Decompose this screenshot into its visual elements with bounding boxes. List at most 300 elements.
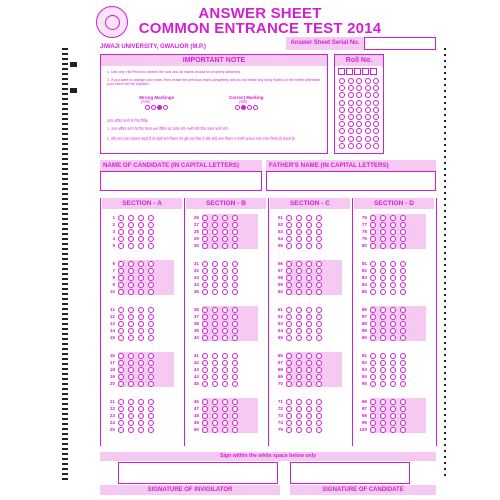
answer-bubble[interactable] — [148, 215, 154, 221]
roll-number-bubbles[interactable] — [339, 78, 380, 149]
answer-bubble[interactable] — [296, 374, 302, 380]
answer-bubble[interactable] — [400, 399, 406, 405]
answer-bubble[interactable] — [138, 406, 144, 412]
answer-bubble[interactable] — [400, 328, 406, 334]
answer-bubble[interactable] — [390, 381, 396, 387]
answer-bubble[interactable] — [316, 381, 322, 387]
answer-bubble[interactable] — [380, 275, 386, 281]
roll-digit-bubble[interactable] — [373, 92, 379, 98]
answer-bubble[interactable] — [118, 261, 124, 267]
answer-bubble[interactable] — [306, 374, 312, 380]
answer-bubble[interactable] — [148, 374, 154, 380]
answer-bubble[interactable] — [222, 399, 228, 405]
answer-bubble[interactable] — [202, 307, 208, 313]
roll-digit-bubble[interactable] — [373, 143, 379, 149]
answer-bubble[interactable] — [390, 353, 396, 359]
answer-bubble[interactable] — [400, 236, 406, 242]
answer-bubble[interactable] — [138, 374, 144, 380]
answer-bubble[interactable] — [390, 275, 396, 281]
roll-digit-bubble[interactable] — [373, 128, 379, 134]
answer-bubble[interactable] — [296, 321, 302, 327]
answer-bubble[interactable] — [390, 222, 396, 228]
answer-bubble[interactable] — [138, 335, 144, 341]
answer-bubble[interactable] — [390, 229, 396, 235]
answer-bubble[interactable] — [232, 399, 238, 405]
answer-bubble[interactable] — [390, 406, 396, 412]
answer-bubble[interactable] — [118, 413, 124, 419]
answer-bubble[interactable] — [232, 243, 238, 249]
roll-digit-bubble[interactable] — [356, 143, 362, 149]
answer-bubble[interactable] — [222, 268, 228, 274]
roll-digit-bubble[interactable] — [339, 85, 345, 91]
answer-bubble[interactable] — [306, 307, 312, 313]
answer-bubble[interactable] — [138, 321, 144, 327]
answer-bubble[interactable] — [138, 420, 144, 426]
answer-bubble[interactable] — [138, 261, 144, 267]
answer-bubble[interactable] — [370, 222, 376, 228]
roll-digit-bubble[interactable] — [348, 100, 354, 106]
roll-digit-bubble[interactable] — [373, 78, 379, 84]
answer-bubble[interactable] — [390, 243, 396, 249]
answer-bubble[interactable] — [380, 314, 386, 320]
answer-bubble[interactable] — [306, 268, 312, 274]
answer-bubble[interactable] — [390, 268, 396, 274]
answer-bubble[interactable] — [390, 427, 396, 433]
answer-bubble[interactable] — [286, 321, 292, 327]
answer-bubble[interactable] — [370, 268, 376, 274]
roll-digit-bubble[interactable] — [348, 136, 354, 142]
answer-bubble[interactable] — [370, 261, 376, 267]
answer-bubble[interactable] — [370, 321, 376, 327]
answer-bubble[interactable] — [212, 381, 218, 387]
answer-bubble[interactable] — [390, 261, 396, 267]
answer-bubble[interactable] — [212, 374, 218, 380]
answer-bubble[interactable] — [222, 282, 228, 288]
answer-bubble[interactable] — [148, 275, 154, 281]
answer-bubble[interactable] — [232, 420, 238, 426]
answer-bubble[interactable] — [306, 275, 312, 281]
answer-bubble[interactable] — [232, 275, 238, 281]
answer-bubble[interactable] — [316, 282, 322, 288]
answer-bubble[interactable] — [202, 314, 208, 320]
answer-bubble[interactable] — [296, 282, 302, 288]
answer-bubble[interactable] — [370, 275, 376, 281]
answer-bubble[interactable] — [316, 406, 322, 412]
candidate-name-field[interactable] — [100, 171, 262, 191]
answer-bubble[interactable] — [390, 314, 396, 320]
roll-digit-bubble[interactable] — [356, 128, 362, 134]
answer-bubble[interactable] — [316, 275, 322, 281]
answer-bubble[interactable] — [138, 353, 144, 359]
answer-bubble[interactable] — [286, 381, 292, 387]
answer-bubble[interactable] — [296, 353, 302, 359]
roll-digit-bubble[interactable] — [365, 114, 371, 120]
answer-bubble[interactable] — [118, 275, 124, 281]
answer-bubble[interactable] — [148, 353, 154, 359]
answer-bubble[interactable] — [390, 236, 396, 242]
roll-digit-bubble[interactable] — [373, 136, 379, 142]
answer-bubble[interactable] — [118, 289, 124, 295]
answer-bubble[interactable] — [128, 328, 134, 334]
answer-bubble[interactable] — [286, 275, 292, 281]
answer-bubble[interactable] — [212, 321, 218, 327]
answer-bubble[interactable] — [232, 353, 238, 359]
answer-bubble[interactable] — [232, 282, 238, 288]
roll-digit-bubble[interactable] — [339, 121, 345, 127]
answer-bubble[interactable] — [390, 321, 396, 327]
answer-bubble[interactable] — [212, 275, 218, 281]
answer-bubble[interactable] — [400, 335, 406, 341]
answer-bubble[interactable] — [222, 420, 228, 426]
answer-bubble[interactable] — [128, 314, 134, 320]
answer-bubble[interactable] — [400, 307, 406, 313]
answer-bubble[interactable] — [202, 381, 208, 387]
answer-bubble[interactable] — [400, 261, 406, 267]
answer-bubble[interactable] — [370, 353, 376, 359]
answer-bubble[interactable] — [128, 307, 134, 313]
answer-bubble[interactable] — [212, 282, 218, 288]
answer-bubble[interactable] — [286, 413, 292, 419]
answer-bubble[interactable] — [370, 420, 376, 426]
answer-bubble[interactable] — [128, 335, 134, 341]
roll-digit-bubble[interactable] — [339, 92, 345, 98]
answer-bubble[interactable] — [148, 399, 154, 405]
answer-bubble[interactable] — [370, 335, 376, 341]
answer-bubble[interactable] — [118, 367, 124, 373]
answer-bubble[interactable] — [148, 307, 154, 313]
answer-bubble[interactable] — [202, 282, 208, 288]
roll-digit-bubble[interactable] — [348, 114, 354, 120]
answer-bubble[interactable] — [128, 268, 134, 274]
answer-bubble[interactable] — [380, 413, 386, 419]
answer-bubble[interactable] — [296, 420, 302, 426]
answer-bubble[interactable] — [380, 420, 386, 426]
answer-bubble[interactable] — [286, 282, 292, 288]
answer-bubble[interactable] — [148, 222, 154, 228]
answer-bubble[interactable] — [128, 360, 134, 366]
answer-bubble[interactable] — [380, 289, 386, 295]
answer-bubble[interactable] — [370, 427, 376, 433]
answer-bubble[interactable] — [390, 399, 396, 405]
answer-bubble[interactable] — [138, 360, 144, 366]
roll-digit-bubble[interactable] — [356, 136, 362, 142]
answer-bubble[interactable] — [138, 236, 144, 242]
answer-bubble[interactable] — [212, 307, 218, 313]
answer-bubble[interactable] — [138, 413, 144, 419]
answer-bubble[interactable] — [370, 413, 376, 419]
answer-bubble[interactable] — [138, 307, 144, 313]
answer-bubble[interactable] — [138, 289, 144, 295]
answer-bubble[interactable] — [202, 367, 208, 373]
answer-bubble[interactable] — [380, 353, 386, 359]
answer-bubble[interactable] — [400, 427, 406, 433]
answer-bubble[interactable] — [212, 222, 218, 228]
answer-bubble[interactable] — [306, 321, 312, 327]
serial-number-field[interactable] — [364, 37, 436, 50]
answer-bubble[interactable] — [212, 268, 218, 274]
answer-bubble[interactable] — [286, 289, 292, 295]
invigilator-signature-field[interactable] — [118, 462, 278, 484]
answer-bubble[interactable] — [232, 261, 238, 267]
roll-digit-bubble[interactable] — [339, 143, 345, 149]
answer-bubble[interactable] — [370, 215, 376, 221]
answer-bubble[interactable] — [202, 261, 208, 267]
answer-bubble[interactable] — [306, 282, 312, 288]
answer-bubble[interactable] — [286, 335, 292, 341]
roll-digit-bubble[interactable] — [365, 100, 371, 106]
answer-bubble[interactable] — [138, 215, 144, 221]
answer-bubble[interactable] — [222, 321, 228, 327]
roll-digit-bubble[interactable] — [348, 121, 354, 127]
answer-bubble[interactable] — [296, 268, 302, 274]
answer-bubble[interactable] — [370, 381, 376, 387]
answer-bubble[interactable] — [118, 268, 124, 274]
answer-bubble[interactable] — [296, 360, 302, 366]
answer-bubble[interactable] — [380, 374, 386, 380]
answer-bubble[interactable] — [380, 236, 386, 242]
answer-bubble[interactable] — [390, 367, 396, 373]
answer-bubble[interactable] — [232, 427, 238, 433]
roll-digit-bubble[interactable] — [373, 107, 379, 113]
answer-bubble[interactable] — [222, 427, 228, 433]
answer-bubble[interactable] — [316, 328, 322, 334]
answer-bubble[interactable] — [232, 335, 238, 341]
answer-bubble[interactable] — [306, 367, 312, 373]
answer-bubble[interactable] — [400, 374, 406, 380]
answer-bubble[interactable] — [370, 367, 376, 373]
answer-bubble[interactable] — [286, 268, 292, 274]
answer-bubble[interactable] — [286, 420, 292, 426]
answer-bubble[interactable] — [316, 243, 322, 249]
answer-bubble[interactable] — [316, 268, 322, 274]
answer-bubble[interactable] — [118, 282, 124, 288]
answer-bubble[interactable] — [380, 360, 386, 366]
answer-bubble[interactable] — [400, 282, 406, 288]
roll-digit-bubble[interactable] — [339, 128, 345, 134]
answer-bubble[interactable] — [370, 374, 376, 380]
answer-bubble[interactable] — [118, 243, 124, 249]
answer-bubble[interactable] — [316, 222, 322, 228]
answer-bubble[interactable] — [202, 236, 208, 242]
answer-bubble[interactable] — [118, 427, 124, 433]
answer-bubble[interactable] — [128, 222, 134, 228]
answer-bubble[interactable] — [212, 229, 218, 235]
answer-bubble[interactable] — [212, 243, 218, 249]
answer-bubble[interactable] — [306, 353, 312, 359]
answer-bubble[interactable] — [128, 381, 134, 387]
answer-bubble[interactable] — [316, 215, 322, 221]
answer-bubble[interactable] — [296, 381, 302, 387]
answer-bubble[interactable] — [148, 420, 154, 426]
answer-bubble[interactable] — [380, 229, 386, 235]
answer-bubble[interactable] — [118, 353, 124, 359]
answer-bubble[interactable] — [296, 229, 302, 235]
answer-bubble[interactable] — [286, 261, 292, 267]
answer-bubble[interactable] — [212, 367, 218, 373]
answer-bubble[interactable] — [138, 328, 144, 334]
answer-bubble[interactable] — [212, 261, 218, 267]
answer-bubble[interactable] — [128, 215, 134, 221]
answer-bubble[interactable] — [138, 282, 144, 288]
roll-digit-bubble[interactable] — [348, 85, 354, 91]
answer-bubble[interactable] — [138, 275, 144, 281]
answer-bubble[interactable] — [296, 427, 302, 433]
answer-bubble[interactable] — [222, 215, 228, 221]
answer-bubble[interactable] — [286, 222, 292, 228]
answer-bubble[interactable] — [306, 261, 312, 267]
answer-bubble[interactable] — [232, 268, 238, 274]
answer-bubble[interactable] — [296, 335, 302, 341]
answer-bubble[interactable] — [202, 420, 208, 426]
answer-bubble[interactable] — [202, 321, 208, 327]
answer-bubble[interactable] — [316, 360, 322, 366]
answer-bubble[interactable] — [118, 321, 124, 327]
answer-bubble[interactable] — [118, 360, 124, 366]
roll-digit-bubble[interactable] — [348, 143, 354, 149]
answer-bubble[interactable] — [148, 381, 154, 387]
answer-bubble[interactable] — [380, 307, 386, 313]
answer-bubble[interactable] — [306, 360, 312, 366]
answer-bubble[interactable] — [212, 236, 218, 242]
answer-bubble[interactable] — [296, 261, 302, 267]
answer-bubble[interactable] — [370, 243, 376, 249]
answer-bubble[interactable] — [232, 374, 238, 380]
answer-bubble[interactable] — [138, 367, 144, 373]
answer-bubble[interactable] — [222, 236, 228, 242]
candidate-signature-field[interactable] — [290, 462, 410, 484]
answer-bubble[interactable] — [380, 243, 386, 249]
answer-bubble[interactable] — [306, 229, 312, 235]
answer-bubble[interactable] — [128, 420, 134, 426]
answer-bubble[interactable] — [286, 307, 292, 313]
answer-bubble[interactable] — [296, 289, 302, 295]
roll-digit-bubble[interactable] — [356, 100, 362, 106]
roll-digit-bubble[interactable] — [339, 114, 345, 120]
answer-bubble[interactable] — [118, 222, 124, 228]
answer-bubble[interactable] — [118, 420, 124, 426]
answer-bubble[interactable] — [148, 243, 154, 249]
answer-bubble[interactable] — [370, 307, 376, 313]
answer-bubble[interactable] — [380, 215, 386, 221]
answer-bubble[interactable] — [222, 406, 228, 412]
answer-bubble[interactable] — [316, 307, 322, 313]
answer-bubble[interactable] — [148, 289, 154, 295]
answer-bubble[interactable] — [400, 406, 406, 412]
answer-bubble[interactable] — [148, 360, 154, 366]
answer-bubble[interactable] — [380, 427, 386, 433]
answer-bubble[interactable] — [222, 222, 228, 228]
answer-bubble[interactable] — [148, 367, 154, 373]
answer-bubble[interactable] — [202, 360, 208, 366]
answer-bubble[interactable] — [232, 381, 238, 387]
roll-number-entry[interactable] — [335, 66, 383, 77]
father-name-field[interactable] — [266, 171, 436, 191]
answer-bubble[interactable] — [222, 367, 228, 373]
answer-bubble[interactable] — [202, 222, 208, 228]
answer-bubble[interactable] — [390, 335, 396, 341]
answer-bubble[interactable] — [222, 335, 228, 341]
answer-bubble[interactable] — [118, 381, 124, 387]
answer-bubble[interactable] — [286, 229, 292, 235]
roll-digit-bubble[interactable] — [365, 85, 371, 91]
answer-bubble[interactable] — [222, 229, 228, 235]
answer-bubble[interactable] — [286, 328, 292, 334]
roll-digit-bubble[interactable] — [348, 92, 354, 98]
answer-bubble[interactable] — [316, 413, 322, 419]
answer-bubble[interactable] — [202, 427, 208, 433]
roll-digit-bubble[interactable] — [356, 121, 362, 127]
answer-bubble[interactable] — [232, 314, 238, 320]
answer-bubble[interactable] — [316, 314, 322, 320]
answer-bubble[interactable] — [232, 236, 238, 242]
answer-bubble[interactable] — [400, 381, 406, 387]
answer-bubble[interactable] — [118, 307, 124, 313]
roll-digit-bubble[interactable] — [348, 107, 354, 113]
answer-bubble[interactable] — [148, 413, 154, 419]
answer-bubble[interactable] — [296, 399, 302, 405]
answer-bubble[interactable] — [316, 289, 322, 295]
answer-bubble[interactable] — [370, 314, 376, 320]
roll-digit-bubble[interactable] — [373, 121, 379, 127]
answer-bubble[interactable] — [370, 236, 376, 242]
roll-digit-bubble[interactable] — [356, 85, 362, 91]
answer-bubble[interactable] — [286, 236, 292, 242]
answer-bubble[interactable] — [400, 314, 406, 320]
answer-bubble[interactable] — [118, 229, 124, 235]
answer-bubble[interactable] — [296, 243, 302, 249]
answer-bubble[interactable] — [306, 243, 312, 249]
roll-digit-bubble[interactable] — [365, 107, 371, 113]
answer-bubble[interactable] — [400, 229, 406, 235]
roll-digit-bubble[interactable] — [365, 78, 371, 84]
answer-bubble[interactable] — [128, 229, 134, 235]
answer-bubble[interactable] — [390, 360, 396, 366]
answer-bubble[interactable] — [306, 335, 312, 341]
answer-bubble[interactable] — [118, 335, 124, 341]
answer-bubble[interactable] — [222, 360, 228, 366]
roll-digit-bubble[interactable] — [348, 128, 354, 134]
answer-bubble[interactable] — [148, 229, 154, 235]
answer-bubble[interactable] — [400, 321, 406, 327]
answer-bubble[interactable] — [128, 275, 134, 281]
answer-bubble[interactable] — [212, 353, 218, 359]
answer-bubble[interactable] — [118, 328, 124, 334]
answer-bubble[interactable] — [296, 314, 302, 320]
answer-bubble[interactable] — [148, 261, 154, 267]
roll-digit-bubble[interactable] — [356, 78, 362, 84]
answer-bubble[interactable] — [306, 413, 312, 419]
answer-bubble[interactable] — [286, 399, 292, 405]
answer-bubble[interactable] — [296, 367, 302, 373]
answer-bubble[interactable] — [202, 215, 208, 221]
answer-bubble[interactable] — [390, 328, 396, 334]
answer-bubble[interactable] — [316, 374, 322, 380]
roll-digit-bubble[interactable] — [373, 114, 379, 120]
answer-bubble[interactable] — [232, 307, 238, 313]
answer-bubble[interactable] — [222, 413, 228, 419]
answer-bubble[interactable] — [212, 399, 218, 405]
answer-bubble[interactable] — [118, 374, 124, 380]
answer-bubble[interactable] — [380, 328, 386, 334]
answer-bubble[interactable] — [202, 353, 208, 359]
answer-bubble[interactable] — [128, 427, 134, 433]
answer-bubble[interactable] — [296, 406, 302, 412]
answer-bubble[interactable] — [128, 243, 134, 249]
answer-bubble[interactable] — [212, 289, 218, 295]
answer-bubble[interactable] — [306, 215, 312, 221]
answer-bubble[interactable] — [316, 367, 322, 373]
answer-bubble[interactable] — [202, 289, 208, 295]
